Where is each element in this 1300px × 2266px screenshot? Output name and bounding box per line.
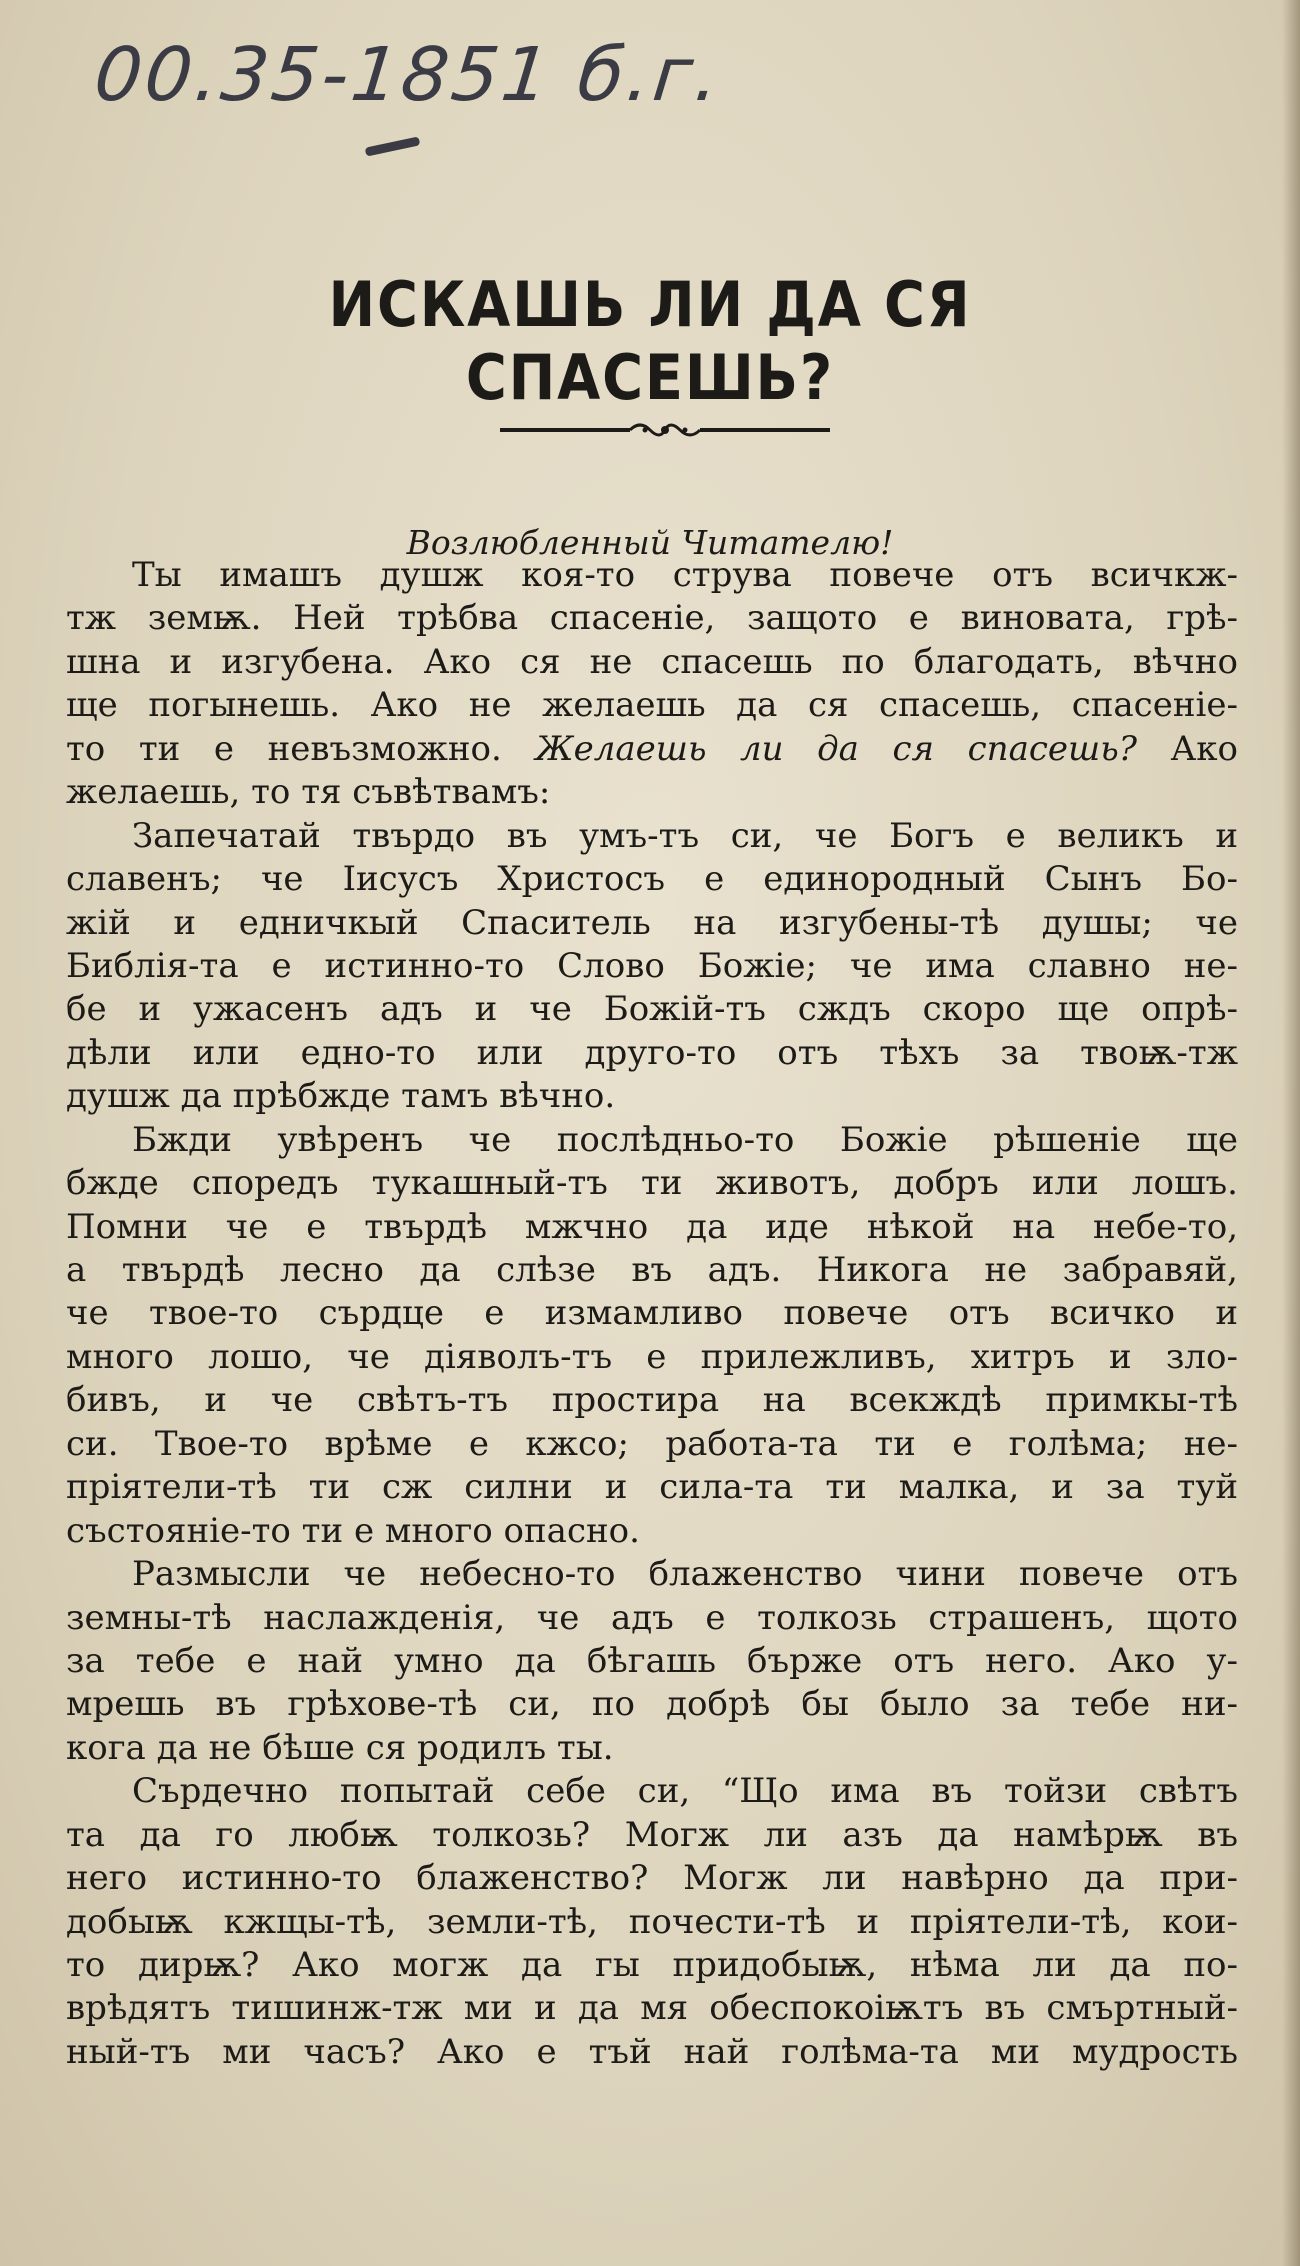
emphasized-question: Желаешь ли да ся спасешь? (535, 728, 1137, 769)
text-line: жій и едничкый Спаситель на изгубены-тѣ душы; че (66, 902, 1238, 943)
text-line: си. Твое-то врѣме е кжсо; работа-та ти е голѣма; не- (66, 1423, 1238, 1464)
text-line: бивъ, и че свѣтъ-тъ простира на всекждѣ примкы-тѣ (66, 1380, 1238, 1421)
text-line: земны-тѣ наслажденія, че адъ е толкозь страшенъ, щото (66, 1597, 1238, 1638)
page-title: ИСКАШЬ ЛИ ДА СЯ СПАСЕШЬ? (328, 268, 972, 414)
handwritten-shelfmark: 00.35-1851 б.г. (90, 32, 727, 118)
text-line: а твърдѣ лесно да слѣзе въ адъ. Никога не забравяй, (66, 1250, 1238, 1290)
text-line: за тебе е най умно да бѣгашь бърже отъ него. Ако у- (66, 1640, 1238, 1681)
text-line: мрешь въ грѣхове-тѣ си, по добрѣ бы было за тебе ни- (66, 1684, 1238, 1725)
paragraph-5 (66, 1770, 1238, 2074)
text-line: дѣли или едно-то или друго-то отъ тѣхъ за твоѭ-тж (66, 1032, 1238, 1073)
text-line: та да го любѭ толкозь? Могж ли азъ да намѣрѭ въ (66, 1814, 1238, 1855)
text-line: състояніе-то ти е много опасно. (66, 1510, 640, 1551)
text-line: врѣдятъ тишинж-тж ми и да мя обеспокоіѭтъ въ смъртный- (66, 1988, 1238, 2029)
text-line: славенъ; че Іисусъ Христосъ е единородный Сынъ Бо- (66, 859, 1238, 900)
paragraph-2 (66, 815, 1238, 1119)
paragraph-3 (66, 1119, 1238, 1553)
body-text (66, 554, 1238, 2074)
text-line: бжде споредъ тукашный-тъ ти животъ, добръ или лошъ. (66, 1163, 1238, 1204)
text-line: Бжди увѣренъ че послѣдньо-то Божіе рѣшеніе ще (132, 1119, 1238, 1160)
paragraph-4 (66, 1553, 1238, 1770)
paragraph-1 (66, 554, 1238, 815)
text-line: ще погынешь. Ако не желаешь да ся спасешь, спасеніе- (66, 685, 1238, 726)
text-line: Запечатай твърдо въ умъ-тъ си, че Богъ е великъ и (132, 815, 1238, 856)
text-line-mixed (66, 728, 1238, 771)
text-line: желаешь, то тя съвѣтвамъ: (66, 772, 551, 813)
text-line: Библія-та е истинно-то Слово Божіе; че има славно не- (66, 945, 1238, 986)
text-line: тж земѭ. Ней трѣбва спасеніе, защото е виновата, грѣ- (66, 598, 1238, 639)
text-line: него истинно-то блаженство? Могж ли навѣрно да при- (66, 1858, 1238, 1899)
text-segment: Ако (1170, 728, 1238, 769)
text-line: Размысли че небесно-то блаженство чини повече отъ (132, 1554, 1238, 1595)
text-line: бе и ужасенъ адъ и че Божій-тъ сждъ скоро ще опрѣ- (66, 989, 1238, 1030)
text-line: много лошо, че діяволъ-тъ е прилежливъ, хитръ и зло- (66, 1336, 1238, 1377)
text-line: Помни че е твърдѣ мжчно да иде нѣкой на небе-то, (66, 1206, 1238, 1247)
text-line: Ты имашъ душж коя-то струва повече отъ всичкж- (132, 555, 1238, 595)
text-line: че твое-то сърдце е измамливо повече отъ всичко и (66, 1293, 1238, 1334)
page-edge-shadow (1282, 0, 1300, 2266)
text-line: пріятели-тѣ ти сж силни и сила-та ти малка, и за туй (66, 1467, 1238, 1508)
text-line: добыѭ кжщы-тѣ, земли-тѣ, почести-тѣ и пріятели-тѣ, кои- (66, 1901, 1238, 1942)
text-line: душж да прѣбжде тамъ вѣчно. (66, 1076, 616, 1117)
text-line: Сърдечно попытай себе си, “Що има въ тойзи свѣтъ (132, 1771, 1238, 1812)
text-line: шна и изгубена. Ако ся не спасешь по благодать, вѣчно (66, 641, 1238, 682)
text-line: ный-тъ ми часъ? Ако е тъй най голѣма-та ми мудрость (66, 2031, 1238, 2072)
text-line: кога да не бѣше ся родилъ ты. (66, 1727, 614, 1768)
salutation: Возлюбленный Читателю! (406, 523, 894, 562)
ornament-divider (500, 418, 830, 442)
text-segment: то ти е невъзможно. (66, 728, 502, 769)
text-line: то дирѭ? Ако могж да гы придобыѭ, нѣма ли да по- (66, 1945, 1238, 1985)
